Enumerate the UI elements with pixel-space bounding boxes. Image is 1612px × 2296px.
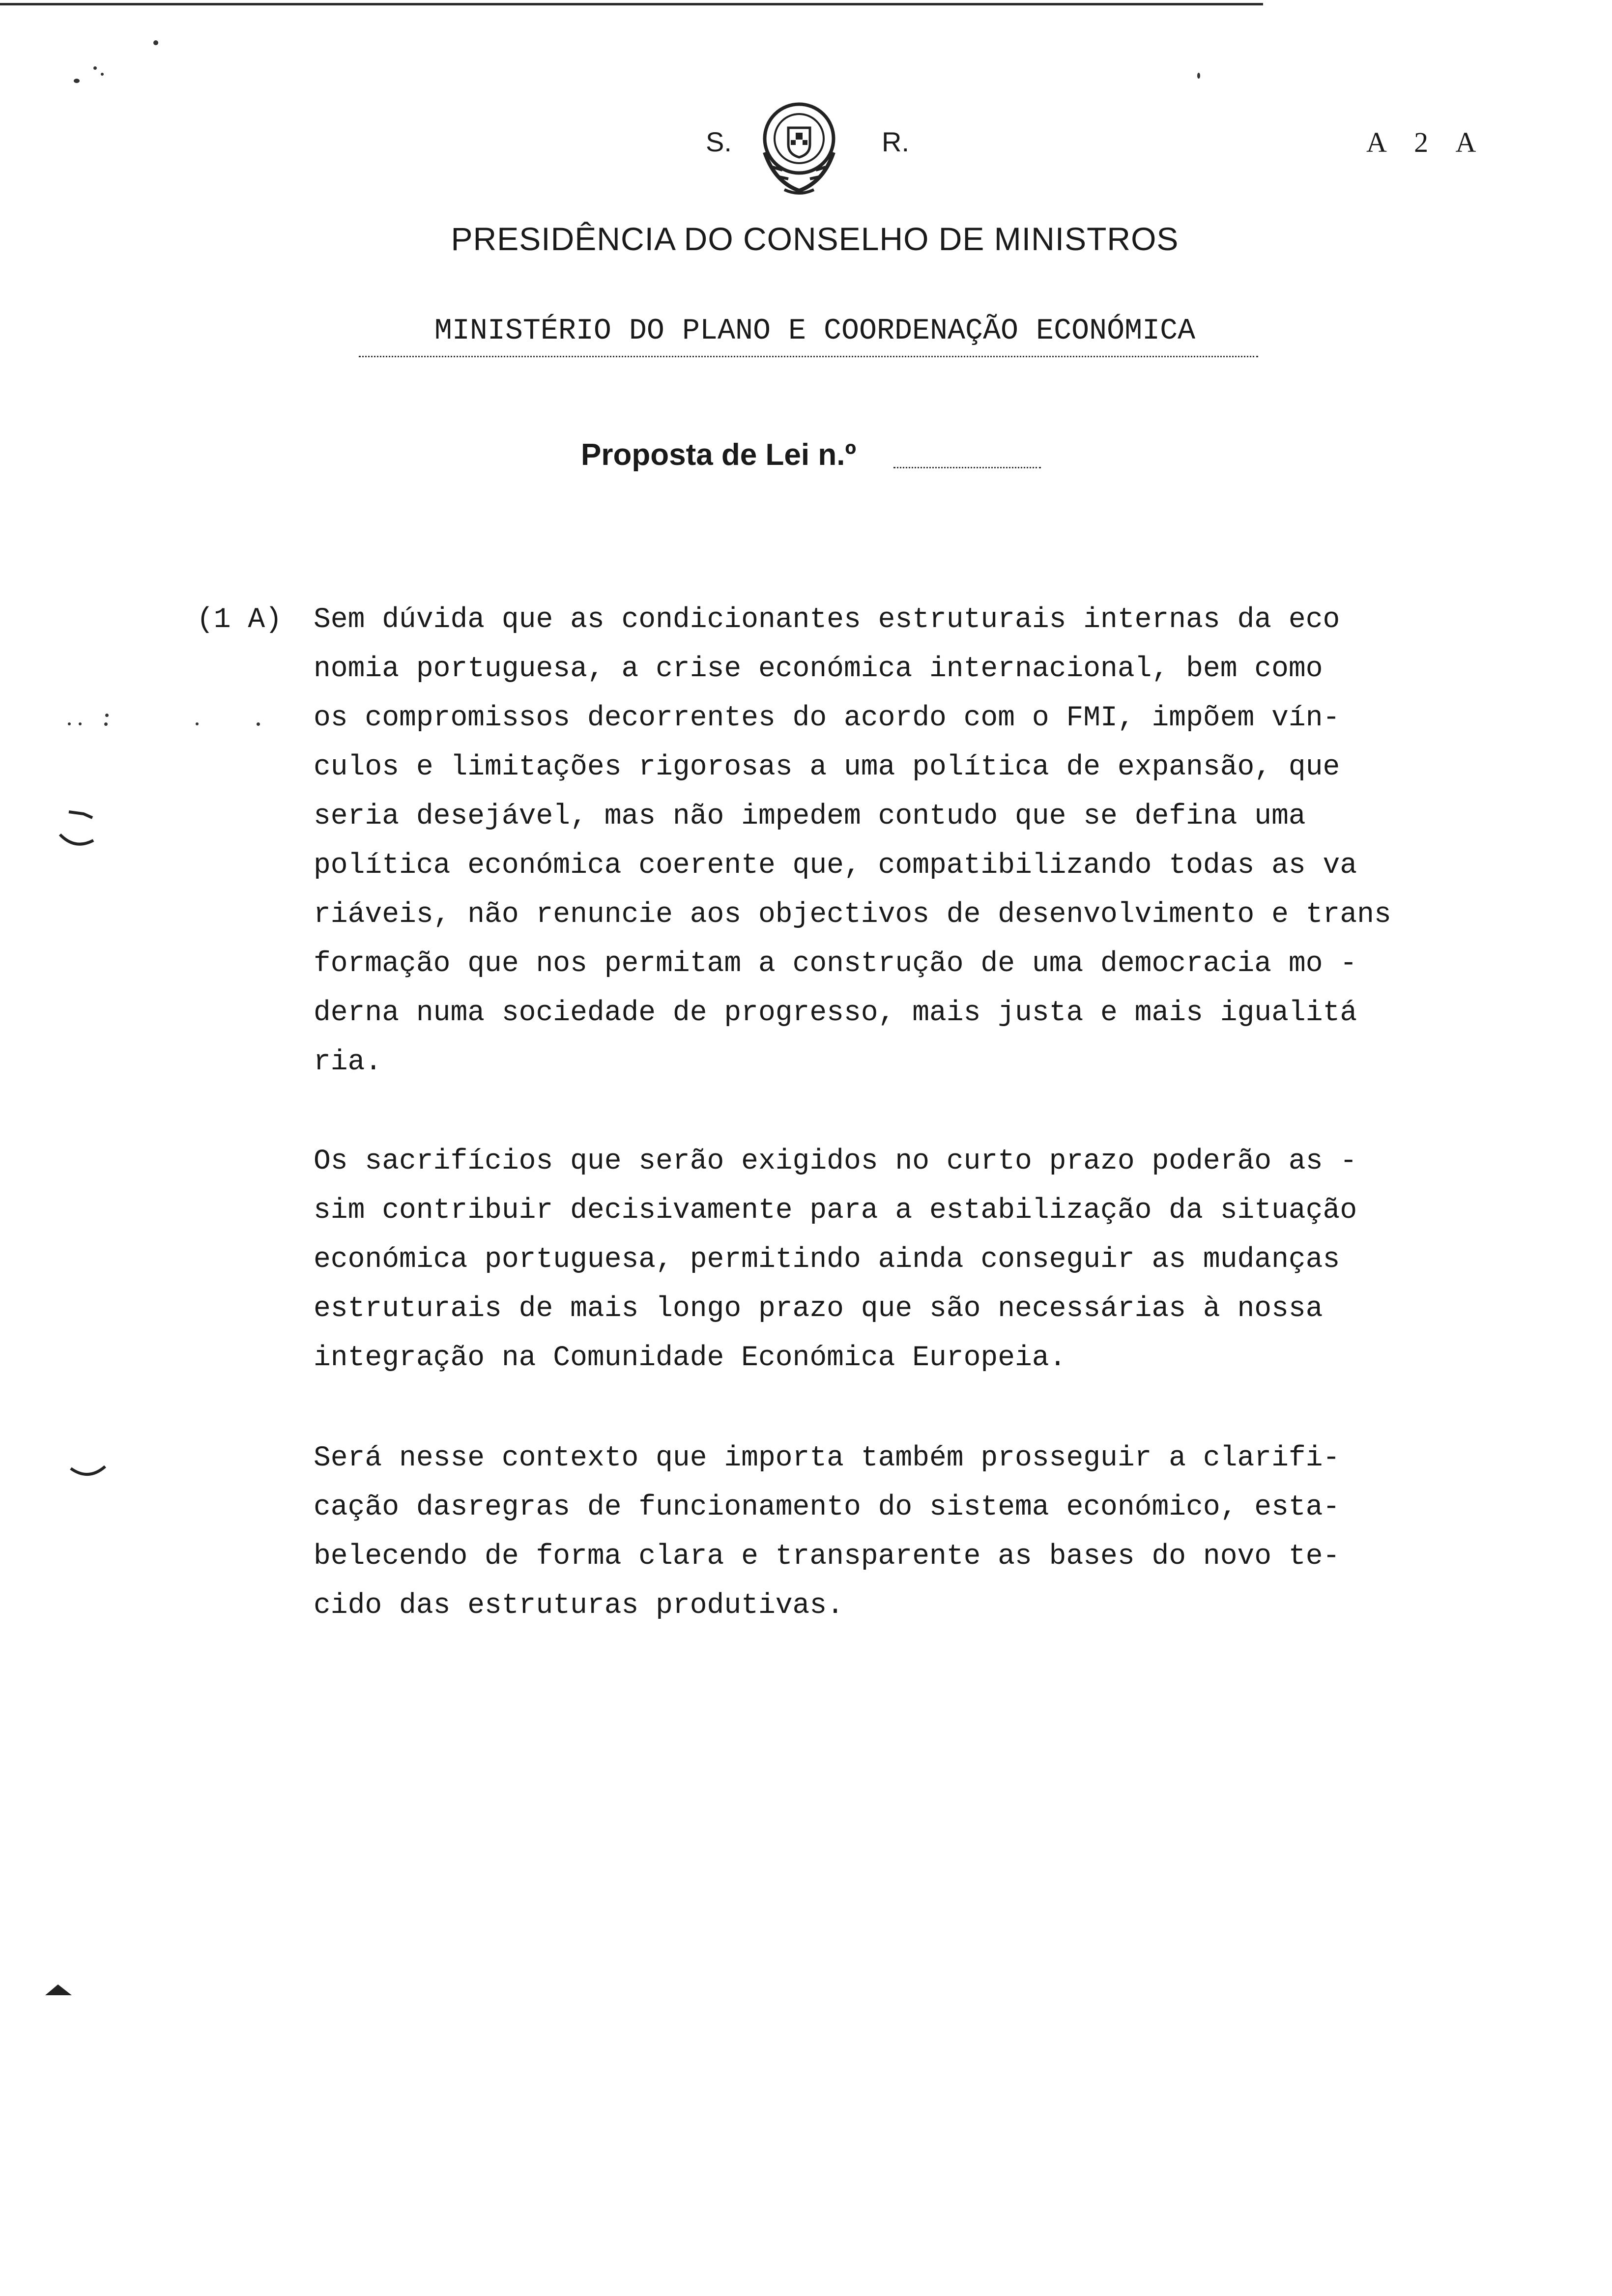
paragraph-1: Sem dúvida que as condicionantes estruturais internas da eco nomia portuguesa, a crise económica internacional, bem como os compromissos decorrentes do acordo com o FMI, impõem vín- culos e limitações rigorosas a uma política de expansão, que seria desejável, mas não impedem contudo que se defina uma política económica coerente que, compatibilizando todas as va riáveis, não renuncie aos objectivos de desenvolvimento e trans formação que nos permitam a construção de uma democracia mo - derna numa sociedade de progresso, mais justa e mais igualitá ria. (314, 604, 1391, 1078)
scan-speck (257, 722, 260, 726)
presidency-heading: PRESIDÊNCIA DO CONSELHO DE MINISTROS (451, 221, 1179, 257)
margin-mark-icon (69, 1460, 113, 1484)
margin-mark-icon (42, 1980, 77, 2000)
scan-speck (104, 722, 108, 726)
proposal-title: Proposta de Lei n.º (581, 438, 857, 472)
header-letter-s: S. (706, 126, 732, 157)
header-letter-r: R. (882, 126, 909, 157)
paragraph-2: Os sacrifícios que serão exigidos no curto prazo poderão as - sim contribuir decisivamente para a estabilização da situação económica portuguesa, permitindo ainda conseguir as mudanças estruturais de mais longo prazo que são necessárias à nossa integração na Comunidade Económica Europeia. (314, 1146, 1357, 1374)
section-marker: (1 A) (197, 604, 283, 636)
scan-speck (153, 40, 158, 45)
page-code: A 2 A (1366, 126, 1487, 158)
scan-speck (74, 79, 80, 83)
coat-of-arms-icon (745, 93, 853, 201)
scan-speck (196, 722, 199, 725)
top-border-line (0, 3, 1263, 5)
scan-speck (105, 714, 109, 717)
scan-speck (93, 66, 97, 70)
margin-mark-icon (59, 806, 103, 850)
scan-speck (1197, 73, 1200, 79)
scan-speck (68, 722, 71, 725)
paragraph-3: Será nesse contexto que importa também prosseguir a clarifi- cação dasregras de funcionamento do sistema económico, esta- belecendo de forma clara e transparente as bases do novo te- cido das estruturas produtivas. (314, 1442, 1340, 1622)
scan-speck (79, 722, 82, 725)
proposal-number-blank (893, 467, 1041, 468)
ministry-heading: MINISTÉRIO DO PLANO E COORDENAÇÃO ECONÓMICA (434, 315, 1196, 348)
ministry-underline (359, 356, 1258, 357)
scan-speck (101, 73, 104, 76)
